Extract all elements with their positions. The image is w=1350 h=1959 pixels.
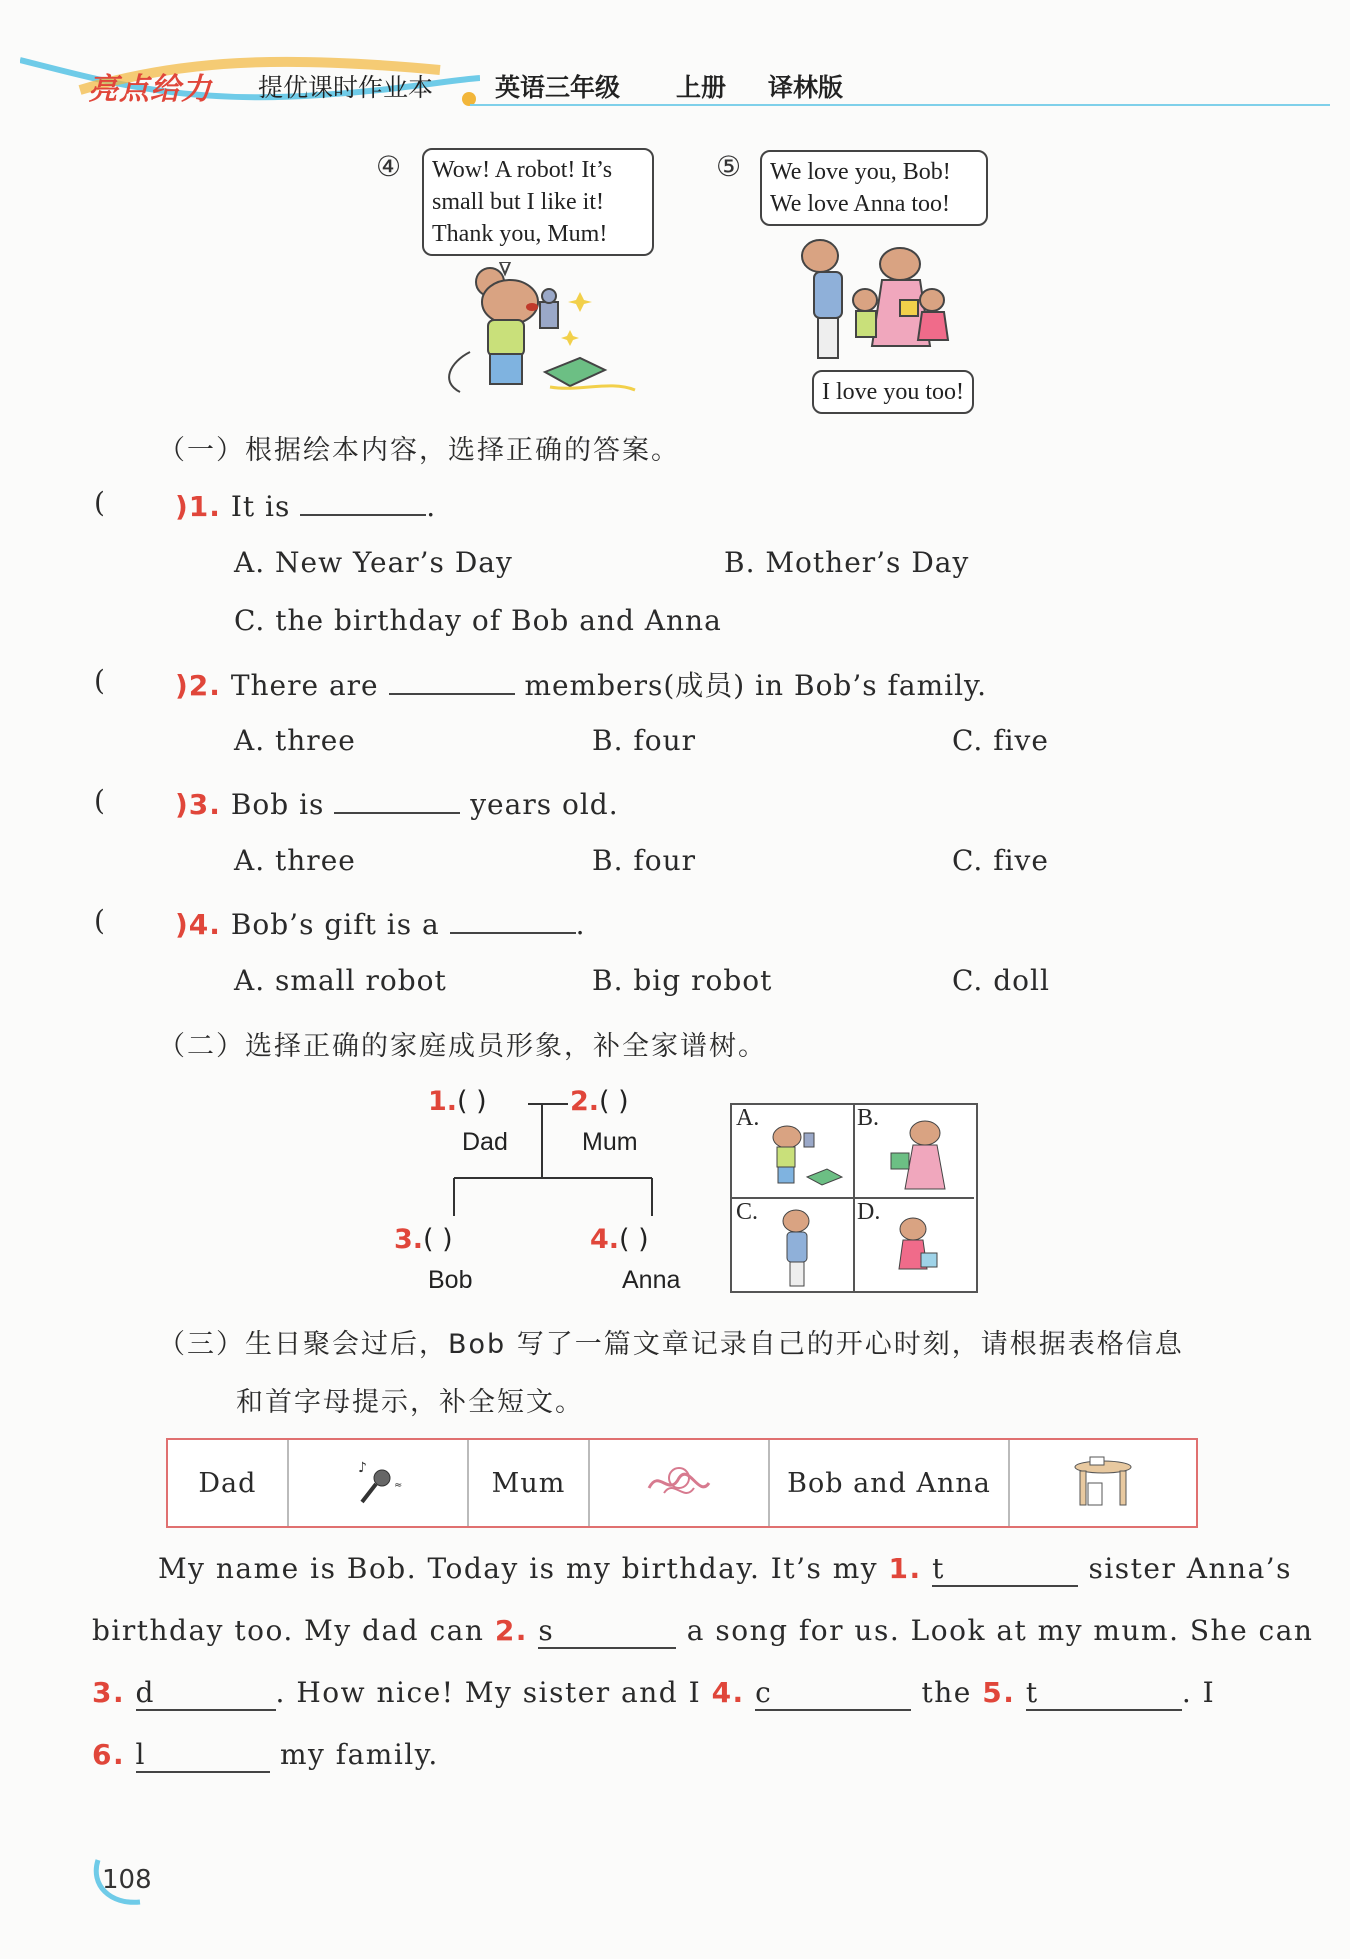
passage-line-3: [92, 1676, 1215, 1711]
choice-c-cell[interactable]: [732, 1199, 855, 1291]
passage-line-4-text: my family.: [279, 1738, 439, 1771]
q4-option-a[interactable]: A. small robot: [234, 964, 447, 997]
part3-title-line-1: （三）生日聚会过后，Bob 写了一篇文章记录自己的开心时刻，请根据表格信息: [158, 1329, 1184, 1360]
passage-line-2: [92, 1614, 1313, 1649]
tree-node-1-answer[interactable]: ( ): [457, 1086, 487, 1117]
q3-line: [175, 784, 619, 821]
q1-text-before: It is: [230, 490, 291, 523]
choice-b-mum-image: [873, 1113, 968, 1193]
choice-c-letter: C.: [736, 1199, 759, 1225]
q3-option-b[interactable]: B. four: [592, 844, 697, 877]
comic-5-line-2: We love Anna too!: [770, 191, 951, 217]
passage-line-3-text-c: . I: [1181, 1676, 1216, 1709]
svg-text:≈: ≈: [393, 1480, 404, 1491]
passage-blank-4[interactable]: c: [755, 1676, 911, 1711]
passage-blank-6-number: 6.: [92, 1738, 126, 1771]
comic-5-reply-bubble: [812, 370, 974, 414]
comic-4-number: ④: [376, 150, 402, 183]
q4-text-before: Bob’s gift is a: [230, 908, 440, 941]
comic-4-bob-robot-illustration: [430, 262, 650, 402]
hint-table: [166, 1438, 1198, 1528]
q2-option-a[interactable]: A. three: [234, 724, 356, 757]
passage-line-2-text-a: birthday too. My dad can: [92, 1614, 485, 1647]
passage-line-1: [158, 1552, 1292, 1587]
brand-subtitle: 提优课时作业本: [258, 73, 434, 102]
passage-line-3-text-a: . How nice! My sister and I: [275, 1676, 702, 1709]
comic-4-line-2: small but I like it!: [432, 189, 604, 215]
comic-5-family-illustration: [790, 236, 980, 364]
dance-ribbon-icon: [639, 1458, 719, 1508]
q3-blank[interactable]: [334, 784, 460, 814]
q1-paren: (: [94, 486, 106, 519]
microphone-icon: [348, 1458, 408, 1508]
q2-option-b[interactable]: B. four: [592, 724, 697, 757]
q3-text-before: Bob is: [230, 788, 325, 821]
q4-line: [175, 904, 585, 941]
member-choice-grid: [730, 1103, 978, 1293]
tree-node-4-number: 4.: [590, 1224, 620, 1255]
choice-d-anna-image: [879, 1209, 959, 1285]
passage-blank-5-number: 5.: [982, 1676, 1016, 1709]
q1-blank[interactable]: [300, 486, 426, 516]
q4-paren: (: [94, 904, 106, 937]
passage-line-3-text-b: the: [921, 1676, 972, 1709]
choice-a-bob-robot-image: [752, 1115, 847, 1193]
comic-5-reply: I love you too!: [822, 379, 964, 405]
svg-text:♪: ♪: [357, 1460, 368, 1476]
choice-b-letter: B.: [857, 1105, 880, 1131]
cake-table-icon: [1068, 1453, 1138, 1513]
tree-node-1-number: 1.: [428, 1086, 458, 1117]
page-number: 108: [102, 1865, 152, 1895]
tree-node-2-number: 2.: [570, 1086, 600, 1117]
passage-blank-1-number: 1.: [888, 1552, 922, 1585]
passage-blank-3[interactable]: d: [136, 1676, 276, 1711]
passage-line-4: [92, 1738, 439, 1773]
header-volume: 上册: [676, 73, 727, 102]
part1-title: （一）根据绘本内容，选择正确的答案。: [158, 435, 680, 466]
tree-node-2-label: Mum: [582, 1128, 638, 1156]
passage-blank-2[interactable]: s: [538, 1614, 676, 1649]
q2-line: [175, 664, 987, 704]
hint-table-dad-icon-cell: [289, 1440, 469, 1526]
q1-text-after: .: [426, 490, 437, 523]
passage-blank-6[interactable]: l: [136, 1738, 270, 1773]
comic-5-speech-bubble: [760, 150, 988, 226]
q3-number: )3.: [175, 788, 221, 821]
q1-option-a[interactable]: A. New Year’s Day: [234, 546, 513, 579]
q2-paren: (: [94, 664, 106, 697]
choice-b-cell[interactable]: [853, 1105, 974, 1199]
comic-5-number: ⑤: [716, 150, 742, 183]
tree-node-4-label: Anna: [622, 1266, 681, 1294]
q2-text-before: There are: [230, 669, 379, 702]
q1-number: )1.: [175, 490, 221, 523]
comic-5-line-1: We love you, Bob!: [770, 159, 951, 185]
q2-option-c[interactable]: C. five: [952, 724, 1049, 757]
passage-blank-2-number: 2.: [494, 1614, 528, 1647]
hint-table-mum-icon-cell: [590, 1440, 770, 1526]
comic-4-speech-bubble: [422, 148, 654, 256]
passage-blank-5[interactable]: t: [1026, 1676, 1182, 1711]
hint-table-dad: Dad: [168, 1440, 289, 1526]
hint-table-bob-anna-icon-cell: [1010, 1440, 1196, 1526]
q3-text-after: years old.: [470, 788, 619, 821]
passage-blank-4-number: 4.: [711, 1676, 745, 1709]
q2-blank[interactable]: [389, 665, 515, 695]
q4-option-c[interactable]: C. doll: [952, 964, 1050, 997]
passage-line-2-text-b: a song for us. Look at my mum. She can: [686, 1614, 1314, 1647]
q1-option-c[interactable]: C. the birthday of Bob and Anna: [234, 604, 722, 637]
header-subject: 英语三年级: [495, 73, 621, 102]
q4-blank[interactable]: [450, 904, 576, 934]
passage-blank-1[interactable]: t: [932, 1552, 1078, 1587]
hint-table-bob-anna: Bob and Anna: [770, 1440, 1010, 1526]
tree-node-3-label: Bob: [428, 1266, 473, 1294]
tree-node-4-answer[interactable]: ( ): [619, 1224, 649, 1255]
comic-4-line-3: Thank you, Mum!: [432, 221, 608, 247]
header-edition: 译林版: [768, 73, 844, 102]
q3-option-a[interactable]: A. three: [234, 844, 356, 877]
tree-node-3-number: 3.: [394, 1224, 424, 1255]
q1-line: [175, 486, 436, 523]
q4-text-after: .: [575, 908, 586, 941]
part2-title: （二）选择正确的家庭成员形象，补全家谱树。: [158, 1031, 767, 1062]
passage-line-1-text-a: My name is Bob. Today is my birthday. It’s my: [158, 1552, 879, 1585]
choice-d-cell[interactable]: [853, 1199, 974, 1291]
q4-option-b[interactable]: B. big robot: [592, 964, 773, 997]
header-rule: [470, 104, 1330, 106]
tree-node-3: [394, 1224, 453, 1255]
q2-number: )2.: [175, 669, 221, 702]
tree-node-2-answer[interactable]: ( ): [599, 1086, 629, 1117]
hint-table-mum: Mum: [469, 1440, 590, 1526]
tree-node-3-answer[interactable]: ( ): [423, 1224, 453, 1255]
tree-node-1-label: Dad: [462, 1128, 508, 1156]
comic-4-line-1: Wow! A robot! It’s: [432, 157, 613, 183]
choice-a-letter: A.: [736, 1105, 760, 1131]
passage-blank-3-number: 3.: [92, 1676, 126, 1709]
brand-logo: 亮点给力: [88, 72, 212, 107]
tree-node-4: [590, 1224, 649, 1255]
q3-paren: (: [94, 784, 106, 817]
q1-option-b[interactable]: B. Mother’s Day: [724, 546, 970, 579]
q2-text-after: members(成员) in Bob’s family.: [524, 669, 988, 702]
choice-c-dad-image: [760, 1205, 840, 1289]
q3-option-c[interactable]: C. five: [952, 844, 1049, 877]
family-tree-lines: [440, 1096, 680, 1226]
part3-title-line-2: 和首字母提示，补全短文。: [236, 1387, 584, 1418]
choice-a-cell[interactable]: [732, 1105, 855, 1199]
passage-line-1-text-b: sister Anna’s: [1088, 1552, 1293, 1585]
q4-number: )4.: [175, 908, 221, 941]
choice-d-letter: D.: [857, 1199, 881, 1225]
